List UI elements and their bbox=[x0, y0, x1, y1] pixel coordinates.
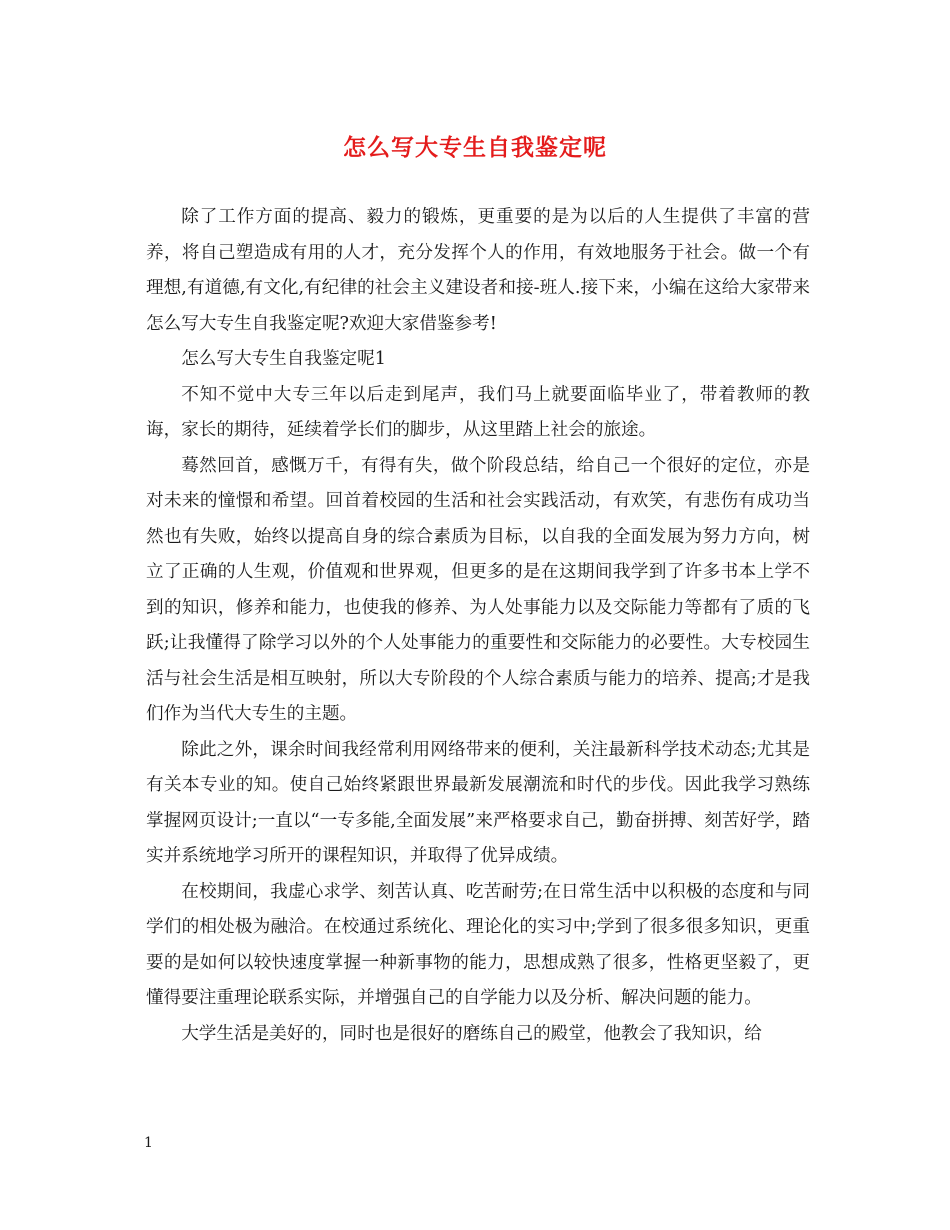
intro-paragraph: 除了工作方面的提高、毅力的锻炼，更重要的是为以后的人生提供了丰富的营养，将自己塑造成有用的人才，充分发挥个人的作用，有效地服务于社会。做一个有理想,有道德,有文化,有纪律的社会主义建设者和接-班人.接下来，小编在这给大家带来怎么写大专生自我鉴定呢?欢迎大家借鉴参考! bbox=[146, 207, 810, 334]
body-paragraph: 不知不觉中大专三年以后走到尾声，我们马上就要面临毕业了，带着教师的教诲，家长的期待，延续着学长们的脚步，从这里踏上社会的旅途。 bbox=[146, 384, 810, 440]
body-paragraph: 蓦然回首，感慨万千，有得有失，做个阶段总结，给自己一个很好的定位，亦是对未来的憧憬和希望。回首着校园的生活和社会实践活动，有欢笑，有悲伤有成功当然也有失败，始终以提高自身的综合素质为目标，以自我的全面发展为努力方向，树立了正确的人生观，价值观和世界观，但更多的是在这期间我学到了许多书本上学不到的知识，修养和能力，也使我的修养、为人处事能力以及交际能力等都有了质的飞跃;让我懂得了除学习以外的个人处事能力的重要性和交际能力的必要性。大专校园生活与社会生活是相互映射，所以大专阶段的个人综合素质与能力的培养、提高;才是我们作为当代大专生的主题。 bbox=[146, 455, 810, 724]
body-paragraph: 在校期间，我虚心求学、刻苦认真、吃苦耐劳;在日常生活中以积极的态度和与同学们的相处极为融洽。在校通过系统化、理论化的实习中;学到了很多很多知识，更重要的是如何以较快速度掌握一种新事物的能力，思想成熟了很多，性格更坚毅了，更懂得要注重理论联系实际，并增强自己的自学能力以及分析、解决问题的能力。 bbox=[146, 881, 810, 1008]
document-title: 怎么写大专生自我鉴定呢 bbox=[343, 134, 607, 161]
page-number: 1 bbox=[144, 1135, 153, 1151]
body-paragraph: 除此之外，课余时间我经常利用网络带来的便利，关注最新科学技术动态;尤其是有关本专业的知。使自己始终紧跟世界最新发展潮流和时代的步伐。因此我学习熟练掌握网页设计;一直以“一专多能,全面发展”来严格要求自己，勤奋拼搏、刻苦好学，踏实并系统地学习所开的课程知识，并取得了优异成绩。 bbox=[146, 739, 810, 866]
body-paragraph: 大学生活是美好的，同时也是很好的磨练自己的殿堂，他教会了我知识，给 bbox=[181, 1023, 762, 1044]
document-body bbox=[146, 200, 810, 1052]
section-heading: 怎么写大专生自我鉴定呢1 bbox=[181, 349, 386, 369]
